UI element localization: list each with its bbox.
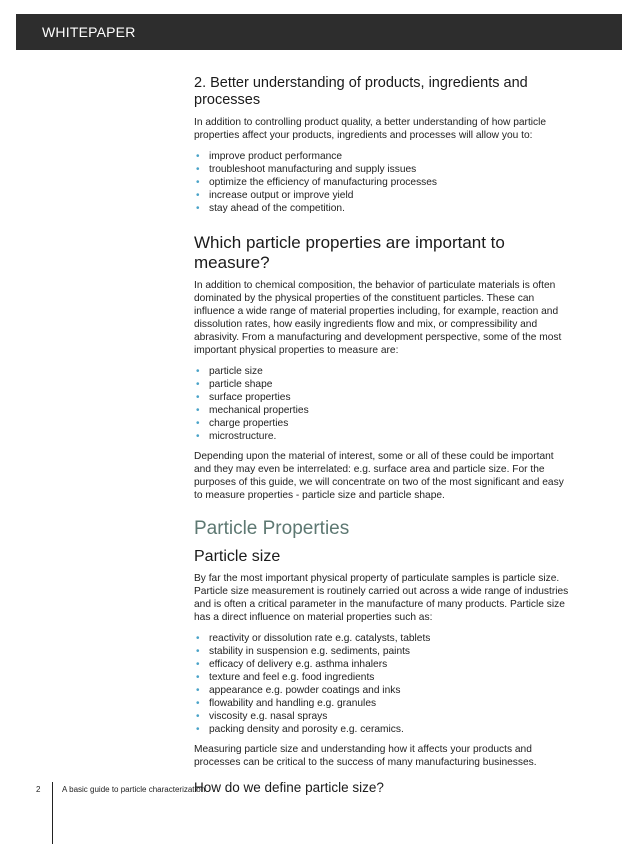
list-item: • particle size	[196, 366, 263, 377]
list-item: • surface properties	[196, 392, 291, 403]
bullet-icon: •	[196, 177, 200, 188]
bullet-icon: •	[196, 646, 200, 657]
list-item: • packing density and porosity e.g. ceramics.	[196, 724, 404, 735]
list-item: • appearance e.g. powder coatings and inks	[196, 685, 401, 696]
list-item: • reactivity or dissolution rate e.g. catalysts, tablets	[196, 633, 431, 644]
bullet-icon: •	[196, 405, 200, 416]
bullet-icon: •	[196, 418, 200, 429]
bullet-icon: •	[196, 724, 200, 735]
list-item: • charge properties	[196, 418, 289, 429]
bullet-icon: •	[196, 431, 200, 442]
list-item: • flowability and handling e.g. granules	[196, 698, 377, 709]
bullet-icon: •	[196, 633, 200, 644]
section3-subtitle: Particle size	[194, 548, 281, 565]
bullet-icon: •	[196, 366, 200, 377]
list-item: • increase output or improve yield	[196, 190, 354, 201]
bullet-icon: •	[196, 659, 200, 670]
list-item: • improve product performance	[196, 151, 343, 162]
main-content	[194, 75, 572, 796]
footer-divider	[52, 782, 53, 844]
list-item: • microstructure.	[196, 431, 277, 442]
section1-intro: In addition to controlling product quality, a better understanding of how particle properties affect your products, ingredients and processes will allow you to:	[194, 117, 547, 141]
section2-outro: Depending upon the material of interest, some or all of these could be important and they may even be interrelated: e.g. surface area and particle size. For the purposes of this guide, we will concentrate on two of the most significant and easy to measure properties - particle size and particle shape.	[194, 451, 564, 501]
list-item: • particle shape	[196, 379, 273, 390]
section2-list	[194, 365, 572, 443]
section3-title: Particle Properties	[194, 518, 350, 539]
list-item: • texture and feel e.g. food ingredients	[196, 672, 375, 683]
list-item: • mechanical properties	[196, 405, 309, 416]
bullet-icon: •	[196, 151, 200, 162]
bullet-icon: •	[196, 685, 200, 696]
footer-title: A basic guide to particle characterization	[62, 785, 206, 794]
list-item: • viscosity e.g. nasal sprays	[196, 711, 328, 722]
page-number: 2	[36, 785, 41, 794]
section3-outro: Measuring particle size and understanding how it affects your products and processes can be critical to the success of many manufacturing businesses.	[194, 744, 537, 768]
header-bar	[16, 14, 622, 50]
next-heading: How do we define particle size?	[194, 780, 384, 795]
bullet-icon: •	[196, 379, 200, 390]
header-label: WHITEPAPER	[42, 24, 136, 40]
list-item: • troubleshoot manufacturing and supply issues	[196, 164, 417, 175]
list-item: • stability in suspension e.g. sediments, paints	[196, 646, 411, 657]
list-item: • efficacy of delivery e.g. asthma inhalers	[196, 659, 388, 670]
bullet-icon: •	[196, 711, 200, 722]
bullet-icon: •	[196, 392, 200, 403]
section3-intro: By far the most important physical property of particulate samples is particle size. Particle size measurement is routinely carried out across a wide range of industries and is often a critical parameter in the manufacture of many products. Particle size has a direct influence on material properties such as:	[194, 573, 569, 623]
section3-list	[194, 632, 572, 736]
list-item: • stay ahead of the competition.	[196, 203, 345, 214]
list-item: • optimize the efficiency of manufacturing processes	[196, 177, 438, 188]
bullet-icon: •	[196, 190, 200, 201]
bullet-icon: •	[196, 698, 200, 709]
bullet-icon: •	[196, 672, 200, 683]
bullet-icon: •	[196, 164, 200, 175]
section1-list	[194, 150, 572, 215]
section2-title: Which particle properties are important to measure?	[194, 233, 505, 272]
bullet-icon: •	[196, 203, 200, 214]
section2-intro: In addition to chemical composition, the behavior of particulate materials is often dominated by the physical properties of the constituent particles. These can influence a wide range of material properties including, for example, reaction and dissolution rates, how easily ingredients flow and mix, or compressibility and abrasivity. From a manufacturing and development perspective, some of the most important physical properties to measure are:	[194, 280, 562, 356]
section1-title: 2. Better understanding of products, ingredients and processes	[194, 75, 528, 108]
